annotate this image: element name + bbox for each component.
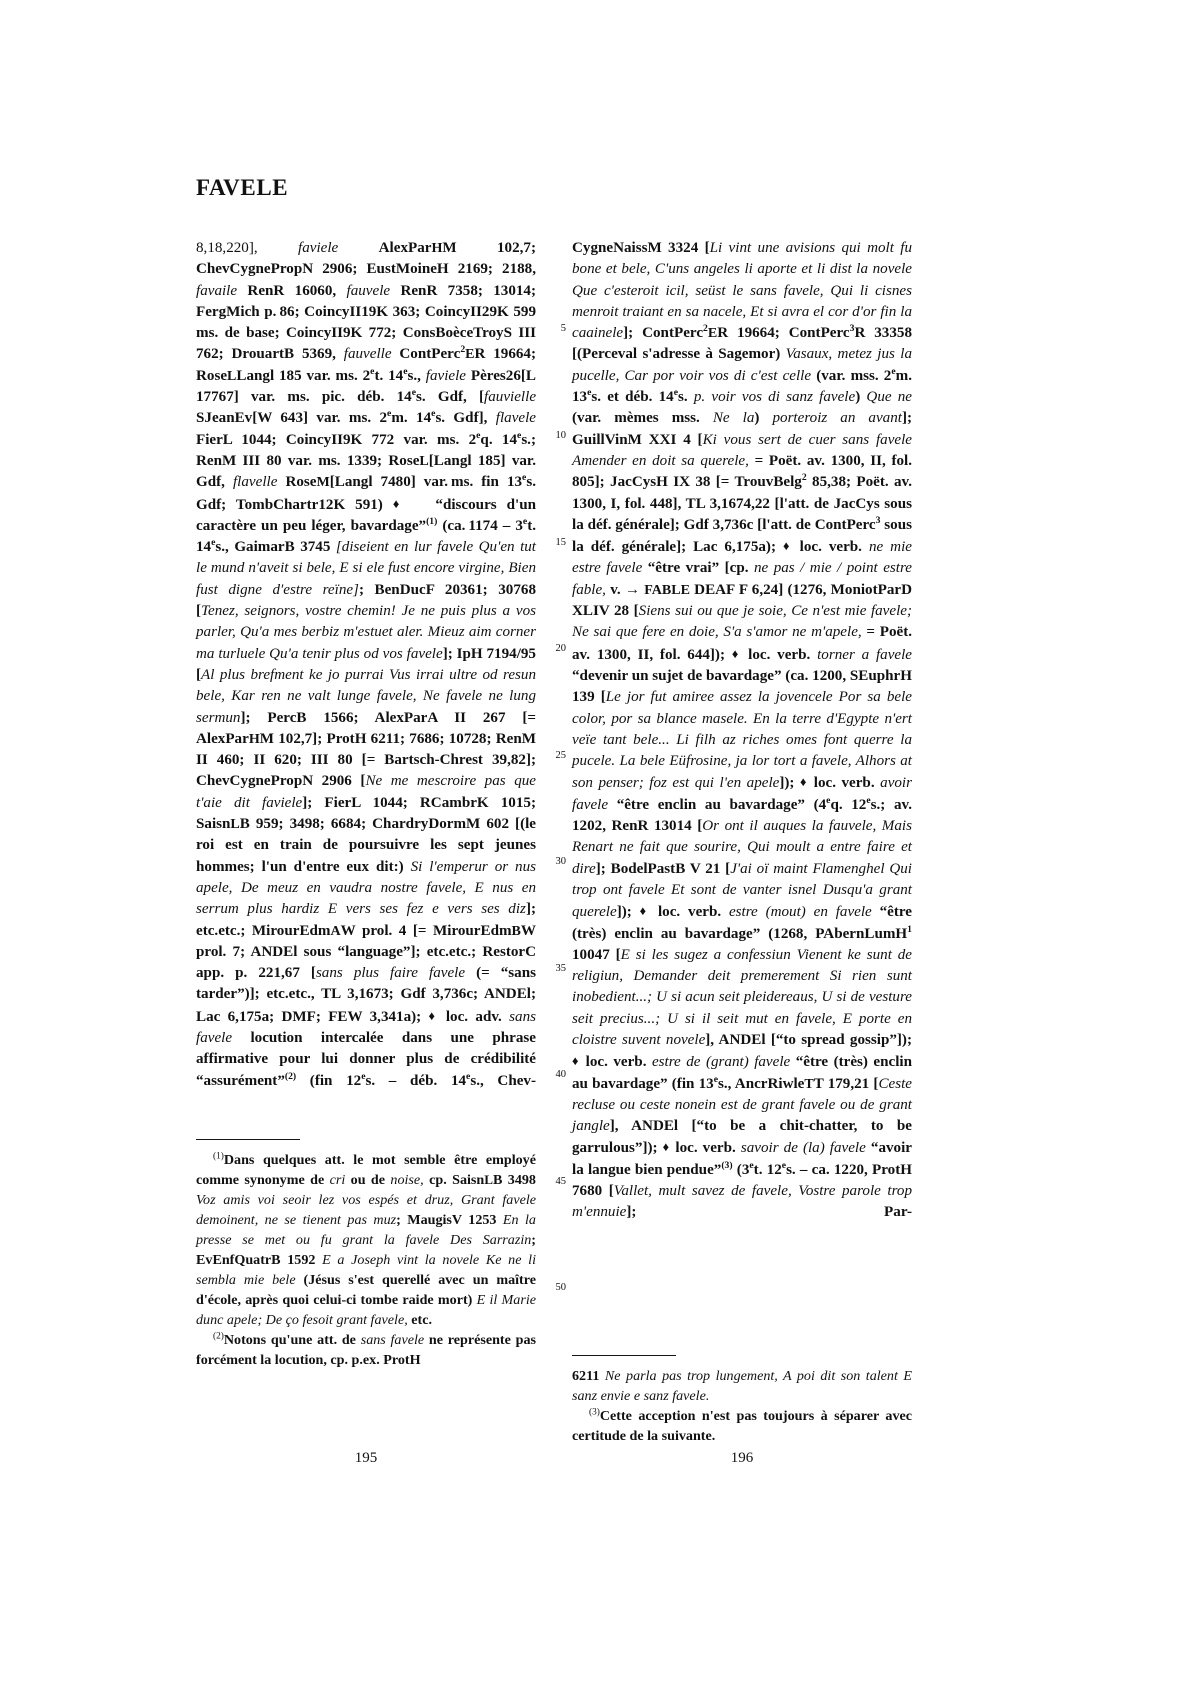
footnote-2: $^{(2)}$Notons qu'une att. de sans favele ne représente pas forcément la locution, cp. p.ex. ProtH [196,1331,536,1368]
footnote-1: $^{(1)}$Dans quelques att. le mot semble être employé comme synonyme de cri ou de noise, cp. SaisnLB 3498 Voz amis voi seoir lez vos espés et druz, Grant favele demoinent, ne se tienent pas muz; MaugisV 1253 En la presse se met ou fu grant la favele Des Sarrazin; EvEnfQuatrB 1592 E a Joseph vint la novele Ke ne li sembla mie bele (Jésus s'est querellé avec un maître d'école, après quoi celui-ci tombe raide mort) E il Marie dunc apele; De ço fesoit grant favele, etc. [196,1151,536,1328]
line-number: 25 [555,750,566,761]
left-column-text: 8,18,220], [196,240,258,256]
right-column-body: CygneNaissM 3324 [Li vint une avisions qui molt fu bone et bele, C'uns angeles li aporte et li dist la novele Que c'esteroit icil, seüst le sans favele, Qui li cisnes menroit traiant en sa nacele, Et si avra el cor d'or fin la caainele]; ContPerc$^2$ER 19664; ContPerc$^3$R 33358 [(Perceval s'adresse à Sagemor) Vasaux, metez jus la pucelle, Car por voir vos di c'est celle (var. mss. 2em. 13es. et déb. 14es. p. voir vos di sanz favele) Que ne (var. mèmes mss. Ne la) porteroiz an avant]; GuillVinM XXI 4 [Ki vous sert de cuer sans favele Amender en doit sa querele, = Poët. av. 1300, II, fol. 805]; JacCysH IX 38 [= TrouvBelg$^2$ 85,38; Poët. av. 1300, I, fol. 448], TL 3,1674,22 [l'att. de JacCys sous la déf. générale]; Gdf 3,736c [l'att. de ContPerc$^3$ sous la déf. générale]; Lac 6,175a); ♦ loc. verb. ne mie estre favele “être vrai” [cp. ne pas / mie / point estre fable, v. → FABLE DEAF F 6,24] (1276, MoniotParD XLIV 28 [Siens sui ou que je soie, Ce n'est mie favele; Ne sai que fere en doie, S'a s'amor ne m'apele, = Poët. av. 1300, II, fol. 644]); ♦ loc. verb. torner a favele “devenir un sujet de bavardage” (ca. 1200, SEuphrH 139 [Le jor fut amiree assez la jovencele Por sa bele color, por sa blance masele. En la terre d'Egypte n'ert veïe tant bele... Li filh az riches omes font querre la pucele. La bele Eüfrosine, ja lor tort a favele, Alhors at son penser; foz est qui l'en apele]); ♦ loc. verb. avoir favele “être enclin au bavardage” (4eq. 12es.; av. 1202, RenR 13014 [Or ont il auques la fauvele, Mais Renart ne fait que sourire, Qui moult a entre faire et dire]; BodelPastB V 21 [J'ai oï maint Flamenghel Qui trop ont favele Et sont de vanter isnel Dusqu'a grant querele]); ♦ loc. verb. estre (mout) en favele “être (très) enclin au bavardage” (1268, PAbernLumH$^1$ 10047 [E si les sugez a confessiun Vienent ke sunt de religiun, Demander deit premerement Si rien sunt inobedient...; U si acun seit pleidereaus, U si de vesture seit precius...; U si il seit mut en favele, E porte en cloistre suvent novele], ANDEl [“to spread gossip”]); ♦ loc. verb. estre de (grant) favele “être (très) enclin au bavardage” (fin 13es., AncrRiwleTT 179,21 [Ceste recluse ou ceste nonein est de grant favele ou de grant jangle], ANDEl [“to be a chit-chatter, to be garrulous”]); ♦ loc. verb. savoir de (la) favele “avoir la langue bien pendue”$^{(3)}$ (3et. 12es. – ca. 1220, ProtH 7680 [Vallet, mult savez de favele, Vostre parole trop m'ennuie]; Par- [572,240,913,1221]
footnote-rule-left [196,1139,300,1140]
folio-left: 195 [354,1450,378,1466]
line-number: 50 [555,1282,566,1293]
line-number: 30 [555,856,566,867]
folio-right: 196 [730,1450,754,1466]
left-column [196,238,536,1092]
page-headword: FAVELE [196,175,289,200]
left-footnotes [196,1150,536,1370]
right-column [572,238,912,1224]
line-number: 45 [555,1176,566,1187]
line-number: 15 [555,537,566,548]
footnote-continuation: 6211 Ne parla pas trop lungement, A poi dit son talent E sanz envie e sanz favele. [572,1368,912,1404]
line-number: 10 [555,430,566,441]
footnote-rule-right [572,1355,676,1356]
line-number: 20 [555,643,566,654]
right-footnotes [572,1366,912,1446]
line-number: 5 [560,323,566,334]
line-number: 40 [555,1069,566,1080]
line-number: 35 [555,963,566,974]
left-column-body: 8,18,220], faviele AlexParHM 102,7; ChevCygnePropN 2906; EustMoineH 2169; 2188, favaile RenR 16060, fauvele RenR 7358; 13014; FergMich p. 86; CoincyII19K 363; CoincyII29K 599 ms. de base; CoincyII9K 772; ConsBoèceTroyS III 762; DrouartB 5369, fauvelle ContPerc$^2$ER 19664; RoseLLangl 185 var. ms. 2et. 14es., faviele Pères26[L 17767] var. ms. pic. déb. 14es. Gdf, [fauvielle SJeanEv[W 643] var. ms. 2em. 14es. Gdf], flavele FierL 1044; CoincyII9K 772 var. ms. 2eq. 14es.; RenM III 80 var. ms. 1339; RoseL[Langl 185] var. Gdf, flavelle RoseM[Langl 7480] var. ms. fin 13es. Gdf; TombChartr12K 591) ♦ “discours d'un caractère un peu léger, bavardage”$^{(1)}$ (ca. 1174 – 3et. 14es., GaimarB 3745 [diseient en lur favele Qu'en tut le mund n'aveit si bele, E si ele fust encore virgine, Bien fust digne d'estre reïne]; BenDucF 20361; 30768 [Tenez, seignors, vostre chemin! Je ne puis plus a vos parler, Qu'a mes berbiz m'estuet aler. Mieuz aim corner ma turluele Qu'a tenir plus od vos favele]; IpH 7194/95 [Al plus brefment ke jo purrai Vus irrai ultre od resun bele, Kar ren ne valt lunge favele, Ne favele ne lung sermun]; PercB 1566; AlexParA II 267 [= AlexParHM 102,7]; ProtH 6211; 7686; 10728; RenM II 460; II 620; III 80 [= Bartsch-Chrest 39,82]; ChevCygnePropN 2906 [Ne me mescroire pas que t'aie dit faviele]; FierL 1044; RCambrK 1015; SaisnLB 959; 3498; 6684; ChardryDormM 602 [(le roi est en train de poursuivre les sept jeunes hommes; l'un d'entre eux dit:) Si l'emperur or nus apele, De meuz en vaudra nostre favele, E nus en serrum plus hardiz E vers ses fez e vers ses diz]; etc.etc.; MirourEdmAW prol. 4 [= MirourEdmBW prol. 7; ANDEl sous “language”]; etc.etc.; RestorC app. p. 221,67 [sans plus faire favele (= “sans tarder”)]; etc.etc., TL 3,1673; Gdf 3,736c; ANDEl; Lac 6,175a; DMF; FEW 3,341a); ♦ loc. adv. sans favele locution intercalée dans une phrase affirmative pour lui donner plus de crédibilité “assurément”$^{(2)}$ (fin 12es. – déb. 14es., Chev- [196,240,537,1089]
footnote-3: $^{(3)}$Cette acception n'est pas toujours à séparer avec certitude de la suivante. [572,1407,912,1444]
